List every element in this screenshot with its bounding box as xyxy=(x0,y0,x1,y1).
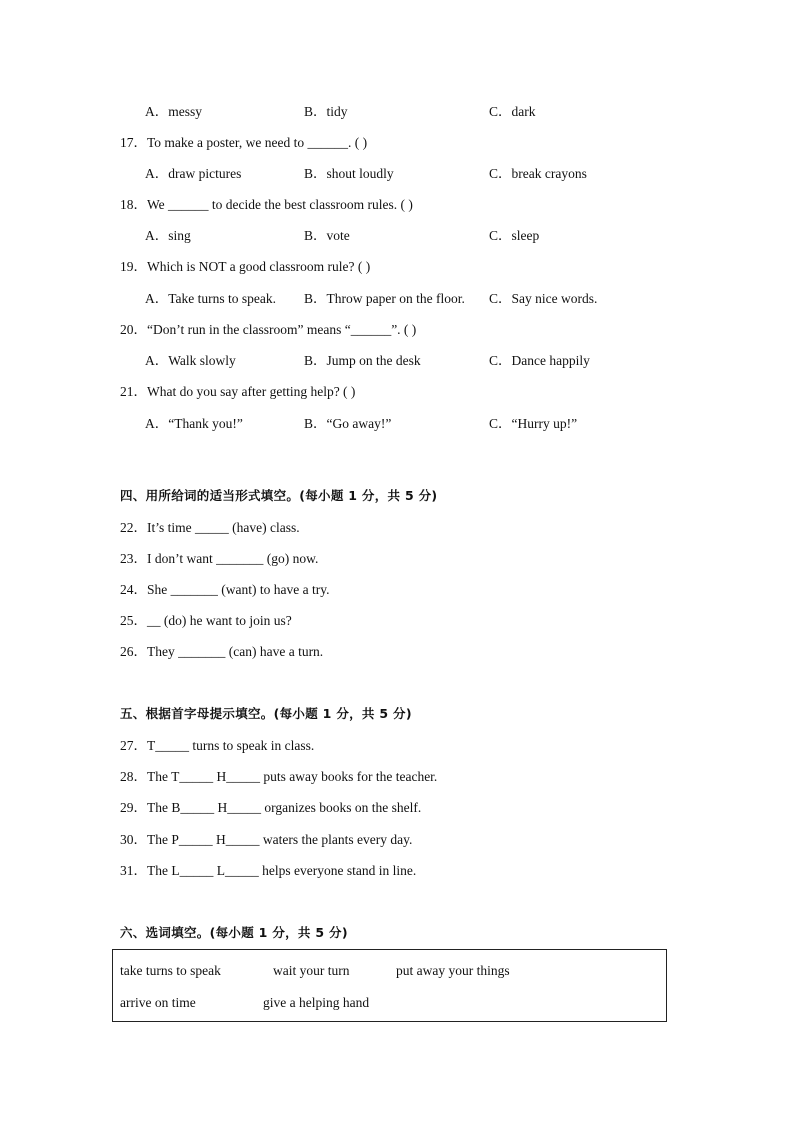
q17-option-b: B．shout loudly xyxy=(304,166,394,181)
word-bank-item: wait your turn xyxy=(273,963,350,978)
q21-option-c: C．“Hurry up!” xyxy=(489,416,578,431)
word-bank-item: put away your things xyxy=(396,963,510,978)
q20-option-c: C．Dance happily xyxy=(489,353,590,368)
q20-option-b: B．Jump on the desk xyxy=(304,353,421,368)
q16-option-a: A．messy xyxy=(145,104,202,119)
q19-option-b: B．Throw paper on the floor. xyxy=(304,291,465,306)
word-bank-item: arrive on time xyxy=(120,995,196,1010)
section5-heading: 五、根据首字母提示填空。(每小题 1 分，共 5 分) xyxy=(120,706,412,721)
q18-text: 18．We ______ to decide the best classroom rules. ( ) xyxy=(120,197,413,212)
q28-text: 28．The T_____ H_____ puts away books for the teacher. xyxy=(120,769,438,784)
word-bank-box xyxy=(112,949,667,1022)
q19-option-a: A．Take turns to speak. xyxy=(145,291,277,306)
q21-option-b: B．“Go away!” xyxy=(304,416,392,431)
q18-option-b: B．vote xyxy=(304,228,350,243)
q18-option-a: A．sing xyxy=(145,228,191,243)
q23-text: 23．I don’t want _______ (go) now. xyxy=(120,551,319,566)
q17-option-c: C．break crayons xyxy=(489,166,587,181)
q17-text: 17．To make a poster, we need to ______. ( ) xyxy=(120,135,368,150)
q16-option-b: B．tidy xyxy=(304,104,348,119)
q20-option-a: A．Walk slowly xyxy=(145,353,236,368)
q31-text: 31．The L_____ L_____ helps everyone stand in line. xyxy=(120,863,417,878)
section6-heading: 六、选词填空。(每小题 1 分，共 5 分) xyxy=(120,925,348,940)
q17-option-a: A．draw pictures xyxy=(145,166,242,181)
section4-heading: 四、用所给词的适当形式填空。(每小题 1 分，共 5 分) xyxy=(120,488,438,503)
q21-text: 21．What do you say after getting help? ( ) xyxy=(120,384,356,399)
q22-text: 22．It’s time _____ (have) class. xyxy=(120,520,300,535)
word-bank-item: give a helping hand xyxy=(263,995,370,1010)
q30-text: 30．The P_____ H_____ waters the plants every day. xyxy=(120,832,413,847)
q19-option-c: C．Say nice words. xyxy=(489,291,598,306)
q20-text: 20．“Don’t run in the classroom” means “______”. ( ) xyxy=(120,322,417,337)
q16-option-c: C．dark xyxy=(489,104,536,119)
word-bank-item: take turns to speak xyxy=(120,963,221,978)
q18-option-c: C．sleep xyxy=(489,228,540,243)
q24-text: 24．She _______ (want) to have a try. xyxy=(120,582,330,597)
q25-text: 25．__ (do) he want to join us? xyxy=(120,613,292,628)
q19-text: 19．Which is NOT a good classroom rule? ( ) xyxy=(120,259,371,274)
q27-text: 27．T_____ turns to speak in class. xyxy=(120,738,315,753)
q29-text: 29．The B_____ H_____ organizes books on the shelf. xyxy=(120,800,422,815)
q21-option-a: A．“Thank you!” xyxy=(145,416,243,431)
q26-text: 26．They _______ (can) have a turn. xyxy=(120,644,324,659)
